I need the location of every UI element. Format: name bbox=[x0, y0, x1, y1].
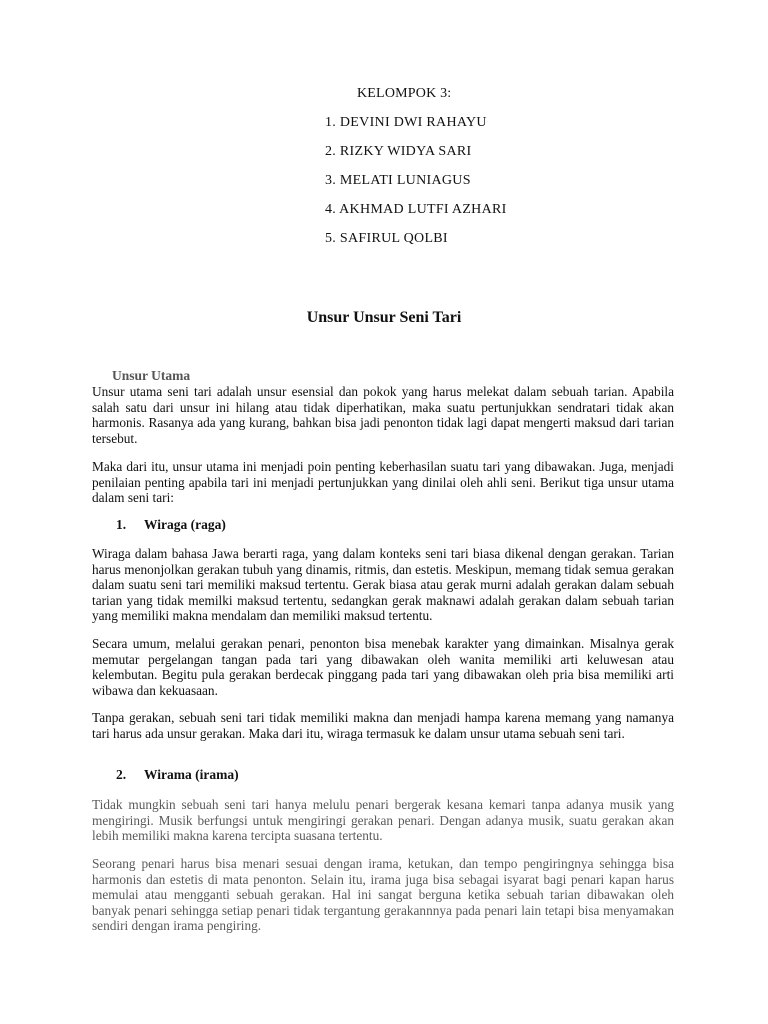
section-heading: Unsur Utama bbox=[112, 368, 191, 383]
item-title: Wirama (irama) bbox=[144, 767, 239, 782]
member-4: 4. AKHMAD LUTFI AZHARI bbox=[325, 202, 507, 217]
wiraga-paragraph-1: Wiraga dalam bahasa Jawa berarti raga, yang dalam konteks seni tari biasa dikenal dengan gerakan. Tarian harus menonjolkan gerakan tubuh yang dinamis, ritmis, dan estetis. Meskipun, memang tidak semua gerakan dalam suatu seni tari memiliki maksud tertentu. Gerak biasa atau gerak murni adalah gerakan dalam sebuah tarian yang tidak memilki maksud tertentu, sedangkan gerak maknawi adalah gerakan dalam sebuah tarian yang memiliki makna mendalam dan memiliki maksud tertentu. bbox=[92, 546, 674, 624]
member-1: 1. DEVINI DWI RAHAYU bbox=[325, 115, 487, 130]
section-paragraph-2: Maka dari itu, unsur utama ini menjadi poin penting keberhasilan suatu tari yang dibawakan. Juga, menjadi penilaian penting apabila tari ini menjadi pertunjukkan yang dinilai oleh ahli seni. Berikut tiga unsur utama dalam seni tari: bbox=[92, 459, 674, 506]
wiraga-paragraph-2: Secara umum, melalui gerakan penari, penonton bisa menebak karakter yang dimainkan. Misalnya gerak memutar pergelangan tangan pada tari yang dibawakan oleh wanita memiliki arti keluwesan atau kelembutan. Begitu pula gerakan berdecak pinggang pada tari yang dibawakan oleh pria bisa memiliki arti wibawa dan kekuasaan. bbox=[92, 636, 674, 698]
section-paragraph-1: Unsur utama seni tari adalah unsur esensial dan pokok yang harus melekat dalam sebuah tarian. Apabila salah satu dari unsur ini hilang atau tidak diperhatikan, maka suatu pertunjukkan sendratari tidak akan harmonis. Rasanya ada yang kurang, bahkan bisa jadi penonton tidak lagi dapat mengerti maksud dari tarian tersebut. bbox=[92, 384, 674, 446]
member-3: 3. MELATI LUNIAGUS bbox=[325, 173, 471, 188]
item-title: Wiraga (raga) bbox=[144, 517, 226, 532]
wiraga-paragraph-3: Tanpa gerakan, sebuah seni tari tidak memiliki makna dan menjadi hampa karena memang yang namanya tari harus ada unsur gerakan. Maka dari itu, wiraga termasuk ke dalam unsur utama sebuah seni tari. bbox=[92, 710, 674, 741]
item-heading-wiraga bbox=[116, 517, 226, 533]
group-title: KELOMPOK 3: bbox=[357, 86, 452, 101]
wirama-paragraph-1: Tidak mungkin sebuah seni tari hanya melulu penari bergerak kesana kemari tanpa adanya musik yang mengiringi. Musik berfungsi untuk mengiringi gerakan penari. Dengan adanya musik, suatu gerakan akan lebih memiliki makna karena tercipta suasana tertentu. bbox=[92, 797, 674, 844]
document-title: Unsur Unsur Seni Tari bbox=[306, 309, 462, 326]
member-5: 5. SAFIRUL QOLBI bbox=[325, 231, 448, 246]
item-heading-wirama bbox=[116, 767, 239, 783]
wirama-paragraph-2: Seorang penari harus bisa menari sesuai dengan irama, ketukan, dan tempo pengiringnya sehingga bisa harmonis dan estetis di mata penonton. Selain itu, irama juga bisa sebagai isyarat bagi penari kapan harus memulai atau mengganti sebuah gerakan. Hal ini sangat berguna ketika sebuah tarian dibawakan oleh banyak penari sehingga setiap penari tidak tergantung gerakannnya pada penari lain tetapi bisa menyamakan sendiri dengan irama pengiring. bbox=[92, 856, 674, 934]
member-2: 2. RIZKY WIDYA SARI bbox=[325, 144, 472, 159]
item-number: 2. bbox=[116, 767, 127, 782]
item-number: 1. bbox=[116, 517, 127, 532]
